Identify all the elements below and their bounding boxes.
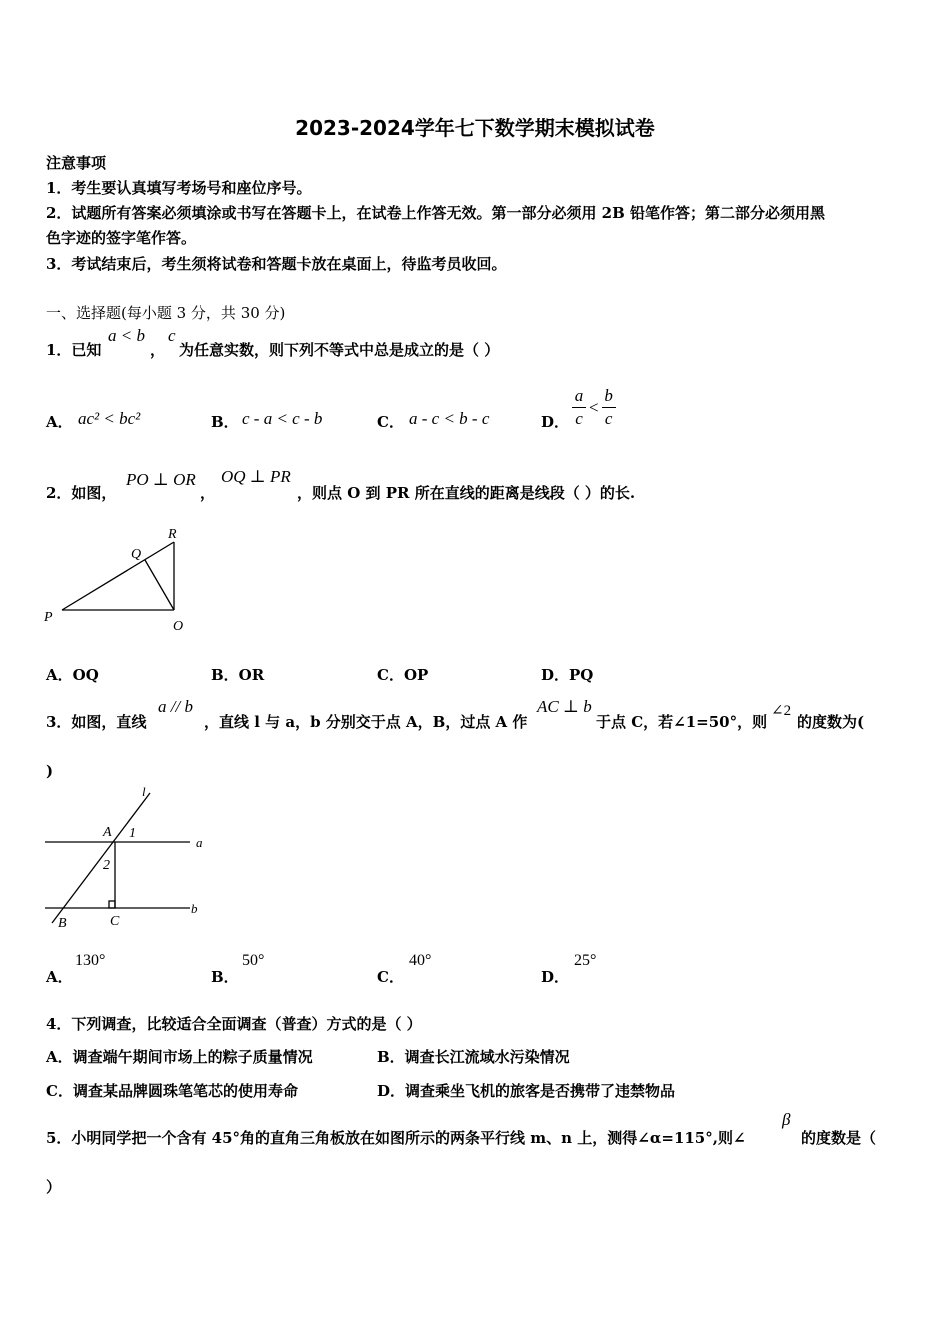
q1-condition-1: a < b: [108, 326, 145, 345]
q4-stem: 4．下列调查，比较适合全面调查（普查）方式的是（ ）: [46, 1015, 422, 1033]
q2-condition-2: OQ ⊥ PR: [221, 467, 291, 486]
q4-option-a: A．调查端午期间市场上的粽子质量情况: [46, 1048, 313, 1066]
q4-option-d: D．调查乘坐飞机的旅客是否携带了违禁物品: [377, 1082, 676, 1100]
q5-stem: 5．小明同学把一个含有 45°角的直角三角板放在如图所示的两条平行线 m、n 上，测得∠α=115°,则∠: [46, 1129, 746, 1147]
label-b-point: B: [58, 916, 67, 931]
q1-option-d-fraction-2: [602, 385, 616, 430]
q1-option-d-math: [572, 385, 616, 430]
q1-option-d-label: D．: [541, 413, 570, 431]
label-line-a: a: [196, 835, 203, 850]
q3-suffix: 的度数为(: [797, 713, 865, 731]
q3-figure: [40, 785, 220, 935]
q4-option-b: B．调查长江流域水污染情况: [377, 1048, 570, 1066]
q3-option-d-label: D．: [541, 968, 570, 986]
q3-option-d-value: 25°: [574, 952, 597, 969]
q3-middle-1: ，直线 l 与 a，b 分别交于点 A，B，过点 A 作: [204, 713, 528, 731]
q1-option-c-math: a - c < b - c: [409, 409, 490, 428]
q3-condition-3: ∠2: [771, 703, 792, 719]
segment-oq: [145, 560, 174, 610]
q1-option-a-math: ac² < bc²: [78, 409, 141, 428]
q3-middle-2: 于点 C，若∠1=50°，则: [596, 713, 768, 731]
q2-condition-1: PO ⊥ OR: [126, 470, 196, 489]
right-angle-mark: [109, 901, 115, 908]
label-angle-1: 1: [129, 826, 136, 841]
q3-condition-2: AC ⊥ b: [537, 697, 592, 716]
notice-line-2b: 色字迹的签字笔作答。: [46, 229, 197, 247]
q2-option-d: D．PQ: [541, 666, 594, 684]
q2-suffix: ，则点 O 到 PR 所在直线的距离是线段（ ）的长.: [297, 484, 636, 502]
q2-option-c: C．OP: [377, 666, 429, 684]
q2-figure: [40, 520, 200, 640]
q3-option-b-label: B．: [211, 968, 239, 986]
q3-option-c-label: C．: [377, 968, 404, 986]
notice-line-1: 1．考生要认真填写考场号和座位序号。: [46, 179, 312, 197]
q3-option-c-value: 40°: [409, 952, 432, 969]
q2-option-b: B．OR: [211, 666, 265, 684]
q1-comma: ，: [150, 341, 166, 359]
label-q: Q: [131, 547, 142, 562]
q1-prefix: 1．已知: [46, 341, 102, 359]
q1-option-c-label: C．: [377, 413, 404, 431]
label-a-point: A: [103, 825, 112, 840]
q1-option-a-label: A．: [46, 413, 73, 431]
fraction-denominator: c: [604, 409, 613, 428]
fraction-numerator: b: [604, 386, 613, 405]
q2-option-a: A．OQ: [46, 666, 99, 684]
q5-close-paren: ）: [46, 1178, 62, 1196]
q1-option-b-label: B．: [211, 413, 239, 431]
q3-option-b-value: 50°: [242, 952, 265, 969]
fraction-denominator: c: [575, 409, 583, 428]
label-line-b: b: [191, 901, 198, 916]
page-title: 2023-2024学年七下数学期末模拟试卷: [295, 116, 655, 140]
q5-suffix: 的度数是（: [801, 1129, 877, 1147]
q1-option-b-math: c - a < c - b: [242, 409, 323, 428]
q2-comma: ，: [200, 484, 216, 502]
q5-beta: β: [782, 1110, 791, 1129]
q2-prefix: 2．如图，: [46, 484, 117, 502]
q4-option-c: C．调查某品牌圆珠笔笔芯的使用寿命: [46, 1082, 298, 1100]
fraction-relation: <: [589, 397, 599, 417]
label-o: O: [173, 619, 184, 634]
q1-condition-2: c: [168, 326, 176, 345]
label-l: l: [142, 785, 146, 799]
label-r: R: [168, 527, 177, 542]
notice-heading: 注意事项: [46, 154, 107, 172]
q3-option-a-value: 130°: [75, 952, 106, 969]
line-l: [52, 793, 150, 923]
q1-option-d-fraction-1: [572, 385, 586, 430]
fraction-numerator: a: [574, 386, 584, 405]
q3-condition-1: a // b: [158, 697, 193, 716]
segment-pr: [62, 542, 174, 610]
q3-close-paren: ): [46, 762, 54, 780]
notice-line-3: 3．考试结束后，考生须将试卷和答题卡放在桌面上，待监考员收回。: [46, 255, 507, 273]
label-angle-2: 2: [103, 858, 110, 873]
q3-option-a-label: A．: [46, 968, 73, 986]
label-p: P: [44, 610, 53, 625]
q3-prefix: 3．如图，直线: [46, 713, 147, 731]
section-heading: 一、选择题(每小题 3 分，共 30 分): [46, 304, 286, 322]
label-c-point: C: [110, 914, 120, 929]
notice-line-2a: 2．试题所有答案必须填涂或书写在答题卡上，在试卷上作答无效。第一部分必须用 2B 铅笔作答；第二部分必须用黑: [46, 204, 826, 222]
q1-suffix: 为任意实数，则下列不等式中总是成立的是（ ）: [179, 341, 500, 359]
